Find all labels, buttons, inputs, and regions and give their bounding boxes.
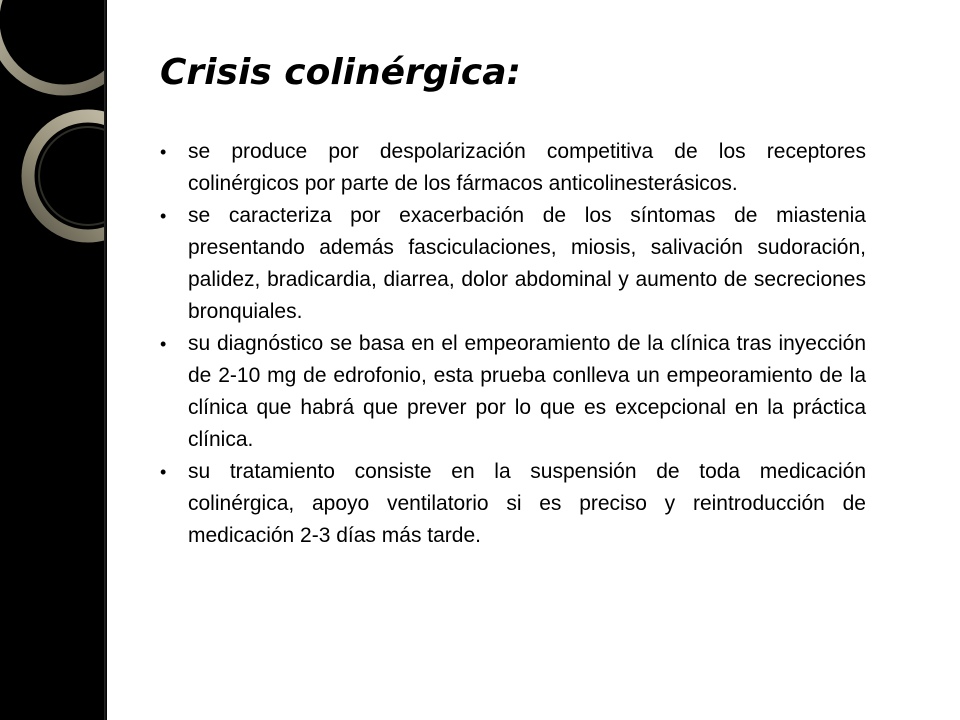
bullet-dot: • (160, 206, 167, 226)
lower-ring-accent (39, 127, 106, 225)
bullet-dot: • (160, 334, 167, 354)
bullet-item (160, 456, 866, 552)
bullet-dot: • (160, 462, 167, 482)
decorative-rings-graphic (0, 0, 106, 720)
upper-ring-shape (0, 0, 106, 90)
bullet-text: se caracteriza por exacerbación de los síntomas de miastenia presentando además fasciculaciones, miosis, salivación sudoración, palidez, bradicardia, diarrea, dolor abdominal y aumento de secreciones bronquiales. (188, 204, 866, 323)
band-edge-shadow (104, 0, 107, 720)
bullet-item (160, 136, 866, 200)
bullet-text: su tratamiento consiste en la suspensión de toda medicación colinérgica, apoyo ventilatorio si es preciso y reintroducción de medicación 2-3 días más tarde. (188, 460, 866, 547)
slide-title: Crisis colinérgica: (160, 52, 521, 93)
bullet-dot: • (160, 142, 167, 162)
bullet-item (160, 328, 866, 456)
bullet-list (160, 136, 866, 552)
bullet-text: se produce por despolarización competitiva de los receptores colinérgicos por parte de los fármacos anticolinesterásicos. (188, 140, 866, 195)
decorative-side-band (0, 0, 106, 720)
bullet-item (160, 200, 866, 328)
bullet-text: su diagnóstico se basa en el empeoramiento de la clínica tras inyección de 2-10 mg de edrofonio, esta prueba conlleva un empeoramiento de la clínica que habrá que prever por lo que es excepcional en la práctica clínica. (188, 332, 866, 451)
